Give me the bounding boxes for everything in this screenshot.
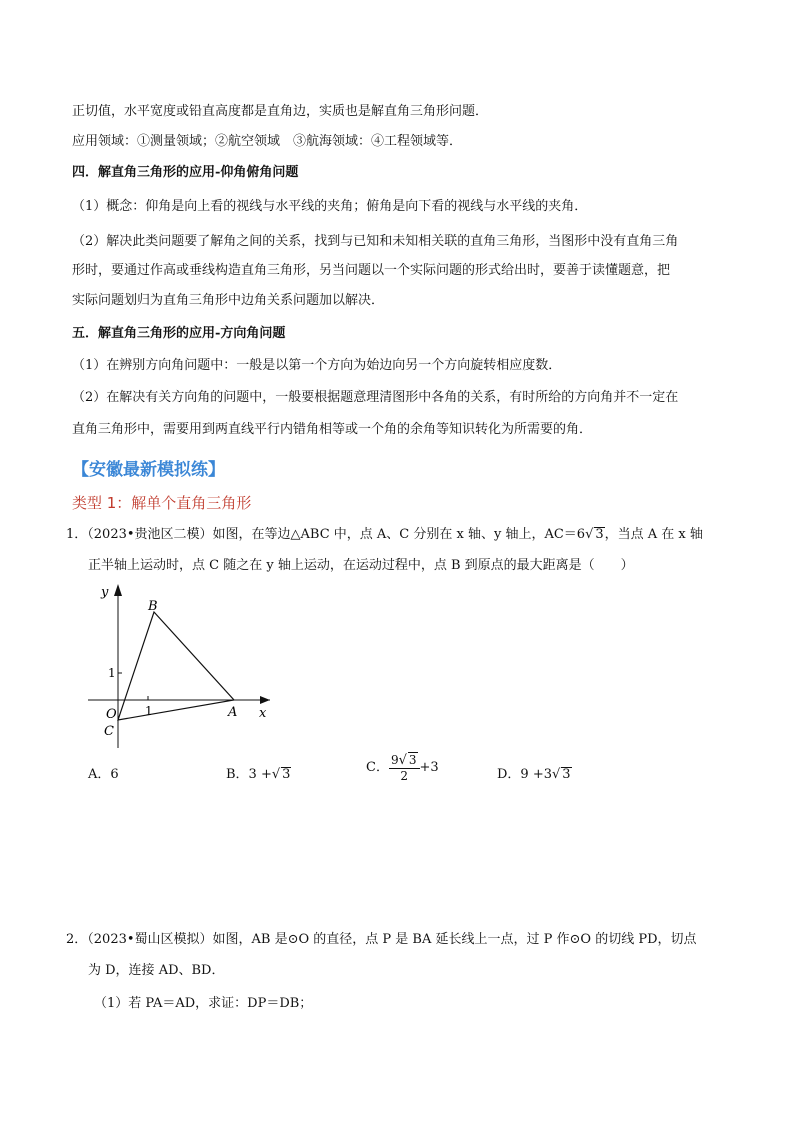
fraction-num-text: 9 [390,753,399,767]
fraction-den: 2 [400,769,409,783]
option-d-text: D．9 +3 [497,767,552,782]
section-5-p2-line2: 直角三角形中，需要用到两直线平行内错角相等或一个角的余角等知识转化为所需要的角． [72,422,593,437]
triangle-abc [118,612,234,720]
question-2-line1: 2．（2023•蜀山区模拟）如图，AB 是⊙O 的直径，点 P 是 BA 延长线上一点，过 P 作⊙O 的切线 PD，切点 [66,932,697,947]
sqrt-icon: √ [552,767,561,782]
type-1-title: 类型 1：解单个直角三角形 [72,494,252,512]
section-4-p1: （1）概念：仰角是向上看的视线与水平线的夹角；俯角是向下看的视线与水平线的夹角． [72,199,588,214]
q1-figure [88,580,278,750]
section-banner: 【安徽最新模拟练】 [72,460,225,480]
option-c[interactable] [366,752,439,783]
x-axis-arrow-icon [260,696,270,704]
section-4-p2-line1: （2）解决此类问题要了解角之间的关系，找到与已知和未知相关联的直角三角形，当图形中没有直角三角 [72,234,679,249]
option-b-radicand: 3 [282,767,291,782]
option-b[interactable] [226,763,291,782]
sqrt-icon: √ [585,527,594,542]
question-2-line2: 为 D，连接 AD、BD． [88,963,225,978]
section-5-p2-line1: （2）在解决有关方向角的问题中，一般要根据题意理清图形中各角的关系，有时所给的方向角并不一定在 [72,390,679,405]
label-o: O [106,707,117,722]
label-c: C [104,724,114,739]
intro-line-2: 应用领域：①测量领域；②航空领域 ③航海领域：④工程领域等． [72,134,463,149]
sqrt-icon: √ [271,767,281,782]
label-y: y [101,585,109,600]
option-d[interactable] [497,763,572,782]
q1-radicand: 3 [595,527,604,542]
option-d-radicand: 3 [562,767,571,782]
intro-line-1: 正切值，水平宽度或铅直高度都是直角边，实质也是解直角三角形问题． [72,104,489,119]
option-c-post: +3 [419,760,439,775]
section-4-p2-line3: 实际问题划归为直角三角形中边角关系问题加以解决． [72,293,385,308]
section-5-p1: （1）在辨别方向角问题中：一般是以第一个方向为始边向另一个方向旋转相应度数． [72,358,562,373]
q1-text-b: ，当点 A 在 x 轴 [604,527,703,542]
question-1-line2: 正半轴上运动时，点 C 随之在 y 轴上运动，在运动过程中，点 B 到原点的最大距离是（ ） [88,558,634,573]
sqrt-icon: √ [398,753,407,768]
label-a: A [228,705,238,720]
section-5-title: 五．解直角三角形的应用-方向角问题 [72,326,286,341]
label-b: B [148,599,158,614]
option-a[interactable]: A．6 [88,767,119,782]
tick-label-x: 1 [145,704,153,718]
section-4-title: 四．解直角三角形的应用-仰角俯角问题 [72,165,299,180]
option-c-text: C． [366,760,389,775]
y-axis-arrow-icon [114,584,122,596]
question-1-line1 [66,526,703,544]
section-4-p2-line2: 形时，要通过作高或垂线构造直角三角形，另当问题以一个实际问题的形式给出时，要善于读懂题意，把 [72,263,671,278]
q1-text-a: 1．（2023•贵池区二模）如图，在等边△ABC 中，点 A、C 分别在 x 轴、y 轴上，AC＝6 [66,527,586,542]
question-2-part1: （1）若 PA＝AD，求证：DP＝DB； [94,996,313,1011]
label-x: x [259,706,267,721]
tick-label-y: 1 [108,666,116,680]
fraction-radicand: 3 [408,753,417,767]
option-b-text: B．3 + [226,767,272,782]
option-c-fraction [389,752,420,783]
